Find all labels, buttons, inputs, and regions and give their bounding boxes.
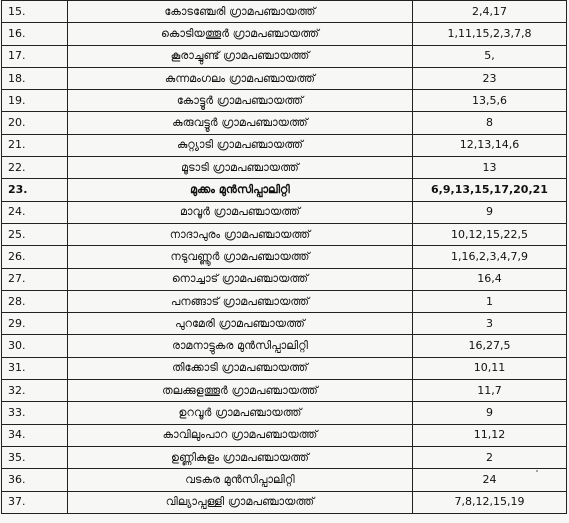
table-row: [2, 179, 567, 201]
table-row: [2, 1, 567, 23]
row-number: 28.: [2, 290, 68, 312]
row-number: 16.: [2, 23, 68, 45]
table-row: [2, 134, 567, 156]
scan-speck: [536, 470, 538, 472]
row-number: 34.: [2, 424, 68, 446]
table-row: [2, 201, 567, 223]
local-body-name: രാമനാട്ടുകര മുൻസിപ്പാലിറ്റി: [68, 335, 413, 357]
local-body-name: പുറമേരി ഗ്രാമപഞ്ചായത്ത്: [68, 313, 413, 335]
table-row: [2, 446, 567, 468]
ward-numbers: 9: [413, 201, 567, 223]
ward-numbers: 6,9,13,15,17,20,21: [413, 179, 567, 201]
local-body-name: കൂരാച്ചുണ്ട് ഗ്രാമപഞ്ചായത്ത്: [68, 45, 413, 67]
ward-numbers: 16,27,5: [413, 335, 567, 357]
table-row: [2, 246, 567, 268]
ward-numbers: 2,4,17: [413, 1, 567, 23]
table-row: [2, 491, 567, 513]
local-body-name: മാവൂർ ഗ്രാമപഞ്ചായത്ത്: [68, 201, 413, 223]
ward-numbers: 9: [413, 402, 567, 424]
local-body-name: തിക്കോടി ഗ്രാമപഞ്ചായത്ത്: [68, 357, 413, 379]
local-body-name: പനങ്ങാട് ഗ്രാമപഞ്ചായത്ത്: [68, 290, 413, 312]
row-number: 19.: [2, 90, 68, 112]
row-number: 35.: [2, 446, 68, 468]
row-number: 25.: [2, 223, 68, 245]
table-row: [2, 469, 567, 491]
row-number: 32.: [2, 380, 68, 402]
table-row: [2, 90, 567, 112]
row-number: 33.: [2, 402, 68, 424]
table-body: [2, 1, 567, 514]
table-row: [2, 357, 567, 379]
ward-numbers: 10,12,15,22,5: [413, 223, 567, 245]
ward-numbers: 8: [413, 112, 567, 134]
ward-numbers: 1,11,15,2,3,7,8: [413, 23, 567, 45]
ward-numbers: 13,5,6: [413, 90, 567, 112]
row-number: 22.: [2, 157, 68, 179]
table-row: [2, 424, 567, 446]
local-body-name: കുന്നമംഗലം ഗ്രാമപഞ്ചായത്ത്: [68, 67, 413, 89]
local-body-name: കോടഞ്ചേരി ഗ്രാമപഞ്ചായത്ത്: [68, 1, 413, 23]
local-body-name: കൊടിയത്തൂർ ഗ്രാമപഞ്ചായത്ത്: [68, 23, 413, 45]
ward-numbers: 2: [413, 446, 567, 468]
local-body-name: നൊച്ചാട് ഗ്രാമപഞ്ചായത്ത്: [68, 268, 413, 290]
ward-numbers: 5,: [413, 45, 567, 67]
ward-numbers: 1: [413, 290, 567, 312]
row-number: 26.: [2, 246, 68, 268]
ward-numbers: 23: [413, 67, 567, 89]
ward-numbers: 16,4: [413, 268, 567, 290]
local-body-name: മുക്കം മുൻസിപ്പാലിറ്റി: [68, 179, 413, 201]
row-number: 24.: [2, 201, 68, 223]
local-body-name: ഉണ്ണികുളം ഗ്രാമപഞ്ചായത്ത്: [68, 446, 413, 468]
local-body-name: തലക്കുളത്തൂർ ഗ്രാമപഞ്ചായത്ത്: [68, 380, 413, 402]
row-number: 27.: [2, 268, 68, 290]
row-number: 17.: [2, 45, 68, 67]
table-row: [2, 335, 567, 357]
local-body-name: വടകര മുൻസിപ്പാലിറ്റി: [68, 469, 413, 491]
row-number: 29.: [2, 313, 68, 335]
ward-numbers: 12,13,14,6: [413, 134, 567, 156]
row-number: 20.: [2, 112, 68, 134]
row-number: 15.: [2, 1, 68, 23]
table-row: [2, 67, 567, 89]
local-body-name: കുറ്റ്യാടി ഗ്രാമപഞ്ചായത്ത്: [68, 134, 413, 156]
table-row: [2, 268, 567, 290]
row-number: 23.: [2, 179, 68, 201]
table-row: [2, 380, 567, 402]
local-body-name: നാദാപുരം ഗ്രാമപഞ്ചായത്ത്: [68, 223, 413, 245]
local-body-name: ഉറവൂർ ഗ്രാമപഞ്ചായത്ത്: [68, 402, 413, 424]
row-number: 21.: [2, 134, 68, 156]
row-number: 18.: [2, 67, 68, 89]
ward-numbers: 11,7: [413, 380, 567, 402]
local-body-name: കാവിലുംപാറ ഗ്രാമപഞ്ചായത്ത്: [68, 424, 413, 446]
table-row: [2, 223, 567, 245]
row-number: 31.: [2, 357, 68, 379]
ward-numbers: 13: [413, 157, 567, 179]
ward-numbers: 1,16,2,3,4,7,9: [413, 246, 567, 268]
ward-numbers: 11,12: [413, 424, 567, 446]
ward-numbers: 10,11: [413, 357, 567, 379]
ward-numbers: 3: [413, 313, 567, 335]
ward-numbers: 7,8,12,15,19: [413, 491, 567, 513]
local-body-name: വില്യാപ്പള്ളി ഗ്രാമപഞ്ചായത്ത്: [68, 491, 413, 513]
table-row: [2, 112, 567, 134]
row-number: 37.: [2, 491, 68, 513]
table-row: [2, 313, 567, 335]
ward-table: [1, 0, 567, 514]
local-body-name: കുരുവട്ടൂർ ഗ്രാമപഞ്ചായത്ത്: [68, 112, 413, 134]
table-row: [2, 290, 567, 312]
ward-numbers: 24: [413, 469, 567, 491]
local-body-name: മൂടാടി ഗ്രാമപഞ്ചായത്ത്: [68, 157, 413, 179]
table-row: [2, 402, 567, 424]
table-row: [2, 157, 567, 179]
row-number: 30.: [2, 335, 68, 357]
table-row: [2, 23, 567, 45]
local-body-name: കോട്ടൂർ ഗ്രാമപഞ്ചായത്ത്: [68, 90, 413, 112]
local-body-name: നടുവണ്ണൂർ ഗ്രാമപഞ്ചായത്ത്: [68, 246, 413, 268]
table-row: [2, 45, 567, 67]
row-number: 36.: [2, 469, 68, 491]
